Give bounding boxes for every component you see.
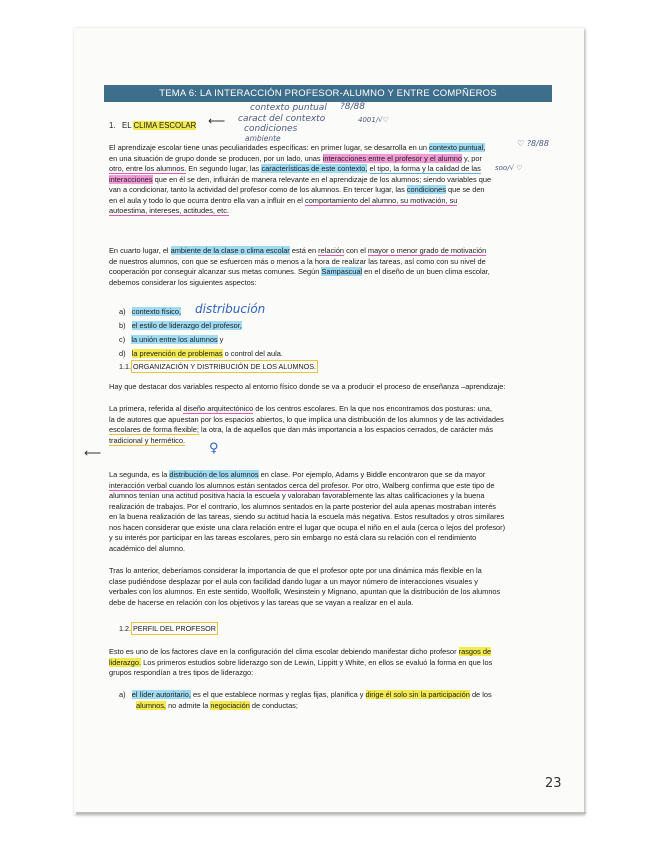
paragraph-line: otro, entre los alumnos. En segundo lugar, las características de este contexto, el tipo, la forma y la calidad de las: [109, 164, 481, 173]
list-item: d) la prevención de problemas o control del aula.: [119, 349, 283, 358]
paragraph-line: El aprendizaje escolar tiene unas peculiaridades específicas: en primer lugar, se desarrolla en un contexto puntual,: [109, 143, 486, 152]
paragraph-line: cooperación por conseguir alcanzar sus metas comunes. Según Sampascual en el diseño de un buen clima escolar,: [109, 267, 490, 276]
paragraph-line: clase pudiéndose desplazar por el aula con facilidad dando lugar a un mayor número de interacciones visuales y: [109, 576, 478, 586]
page-edge: [76, 812, 586, 814]
paragraph-line: tradicional y hermético.: [109, 435, 185, 445]
paragraph-line: En cuarto lugar, el ambiente de la clase o clima escolar está en relación con el mayor o menor grado de motivación: [109, 246, 487, 255]
handwritten-note: condiciones: [244, 124, 298, 134]
paragraph-line: Hay que destacar dos variables respecto al entorno físico donde se va a producir el proceso de enseñanza –aprendizaje:: [109, 382, 506, 391]
paragraph-line: en una situación de grupo donde se producen, por un lado, unas interacciones entre el profesor y el alumno y, por: [109, 153, 482, 163]
paragraph-line: Esto es uno de los factores clave en la configuración del clima escolar debiendo manifestar dicho profesor rasgos de: [109, 647, 492, 656]
paragraph-line: La segunda, es la distribución de los alumnos en clase. Por ejemplo, Adams y Biddle encontraron que se da mayor: [109, 470, 486, 479]
paragraph-line: en la buena realización de las tareas, siendo su actitud hacia la escuela más negativa. Estos resultados y otros similares: [109, 512, 505, 521]
subsection-heading: 1.1. ORGANIZACIÓN Y DISTRIBUCIÓN DE LOS ALUMNOS.: [119, 362, 317, 371]
handwritten-note: ♀: [209, 441, 219, 456]
paragraph-line: La primera, referida al diseño arquitectónico de los centros escolares. En la que nos encontramos dos posturas: una,: [109, 404, 492, 413]
paragraph-line: alumnos tenían una actitud positiva hacia la escuela y valoraban favorablemente las altas calificaciones y la buena: [109, 491, 485, 500]
paragraph-line: debe de hacerse en relación con los objetivos y las tareas que se vayan a realizar en el aula.: [109, 597, 414, 607]
paragraph-line: interacción verbal cuando los alumnos están sentados cerca del profesor. Por otro, Walberg confirma que este tipo de: [109, 480, 495, 490]
paragraph-line: van a condicionar, tanto la actividad del profesor como de los alumnos. En tercer lugar, las condiciones que se den: [109, 185, 485, 194]
list-item: c) la unión entre los alumnos y: [119, 335, 224, 344]
handwritten-note: ?8/88: [340, 102, 365, 112]
page-number: 23: [545, 776, 562, 791]
list-item: a) el líder autoritario, es el que establece normas y reglas fijas, planifica y dirige él solo sin la participación de los: [119, 690, 492, 699]
paragraph-line: académico del alumno.: [109, 543, 186, 553]
handwritten-note: 4001/√♡: [358, 116, 389, 124]
paragraph-line: liderazgo. Los primeros estudios sobre liderazgo son de Lewin, Lippitt y White, en ellos se evaluó la forma en que los: [109, 657, 493, 667]
handwritten-note: ♡ ?8/88: [517, 139, 549, 148]
left-arrow-icon: ⟵: [84, 446, 102, 460]
list-item: a) contexto físico,: [119, 307, 182, 316]
paragraph-line: en el aula y todo lo que ocurra dentro ella van a influir en el comportamiento del alumno, su motivación, su: [109, 195, 458, 205]
paragraph-line: y su interés por participar en las tareas escolares, pero sin embargo no está clara su relación con el rendimiento: [109, 533, 477, 542]
list-item-continuation: alumnos, no admite la negociación de conductas;: [136, 700, 298, 710]
paragraph-line: autoestima, intereses, actitudes, etc.: [109, 206, 229, 215]
paragraph-line: nos hacen considerar que existe una clara relación entre el lugar que ocupa el niño en el aula (cerca o lejos del profesor): [109, 522, 506, 532]
paragraph-line: realización de trabajos. Por el contrario, los alumnos sentados en la parte posterior del aula apenas mostraban interés: [109, 501, 496, 511]
handwritten-note: caract del contexto: [238, 114, 326, 124]
paragraph-line: de nuestros alumnos, con que se esfuercen más o menos a la hora de realizar las tareas, así como con su nivel de: [109, 256, 486, 266]
paragraph-line: Tras lo anterior, deberíamos considerar la importancia de que el profesor opte por una dinámica más flexible en la: [109, 566, 482, 575]
handwritten-note: distribución: [195, 302, 266, 316]
paragraph-line: grupos respondían a tres tipos de liderazgo:: [109, 668, 254, 677]
paragraph-line: escolares de forma flexible; la otra, la de aquellos que dan más importancia a los espacios cerrados, de carácter más: [109, 425, 494, 434]
subsection-heading: 1.2. PERFIL DEL PROFESOR: [119, 624, 216, 633]
handwritten-note: soo/√ ♡: [495, 164, 523, 172]
document-title: TEMA 6: LA INTERACCIÓN PROFESOR-ALUMNO Y ENTRE COMPÑEROS: [104, 85, 552, 102]
paragraph-line: la de autores que apuestan por los espacios abiertos, lo que implica una distribución de los alumnos y de las actividades: [109, 414, 504, 424]
handwritten-note: ambiente: [245, 134, 281, 143]
paragraph-line: verbales con los alumnos. En este sentido, Woolfolk, Wesinstein y Mignano, apuntan que la distribución de los alumnos: [109, 587, 501, 596]
handwritten-note: contexto puntual: [250, 103, 327, 113]
left-arrow-icon: ⟵: [208, 114, 226, 128]
section-heading: 1. EL CLIMA ESCOLAR: [109, 121, 197, 130]
list-item: b) el estilo de liderazgo del profesor,: [119, 321, 242, 330]
paragraph-line: debemos considerar los siguientes aspectos:: [109, 277, 257, 287]
paragraph-line: interacciones que en él se den, influirán de manera relevante en el aprendizaje de los alumnos; siendo variables que: [109, 174, 492, 184]
